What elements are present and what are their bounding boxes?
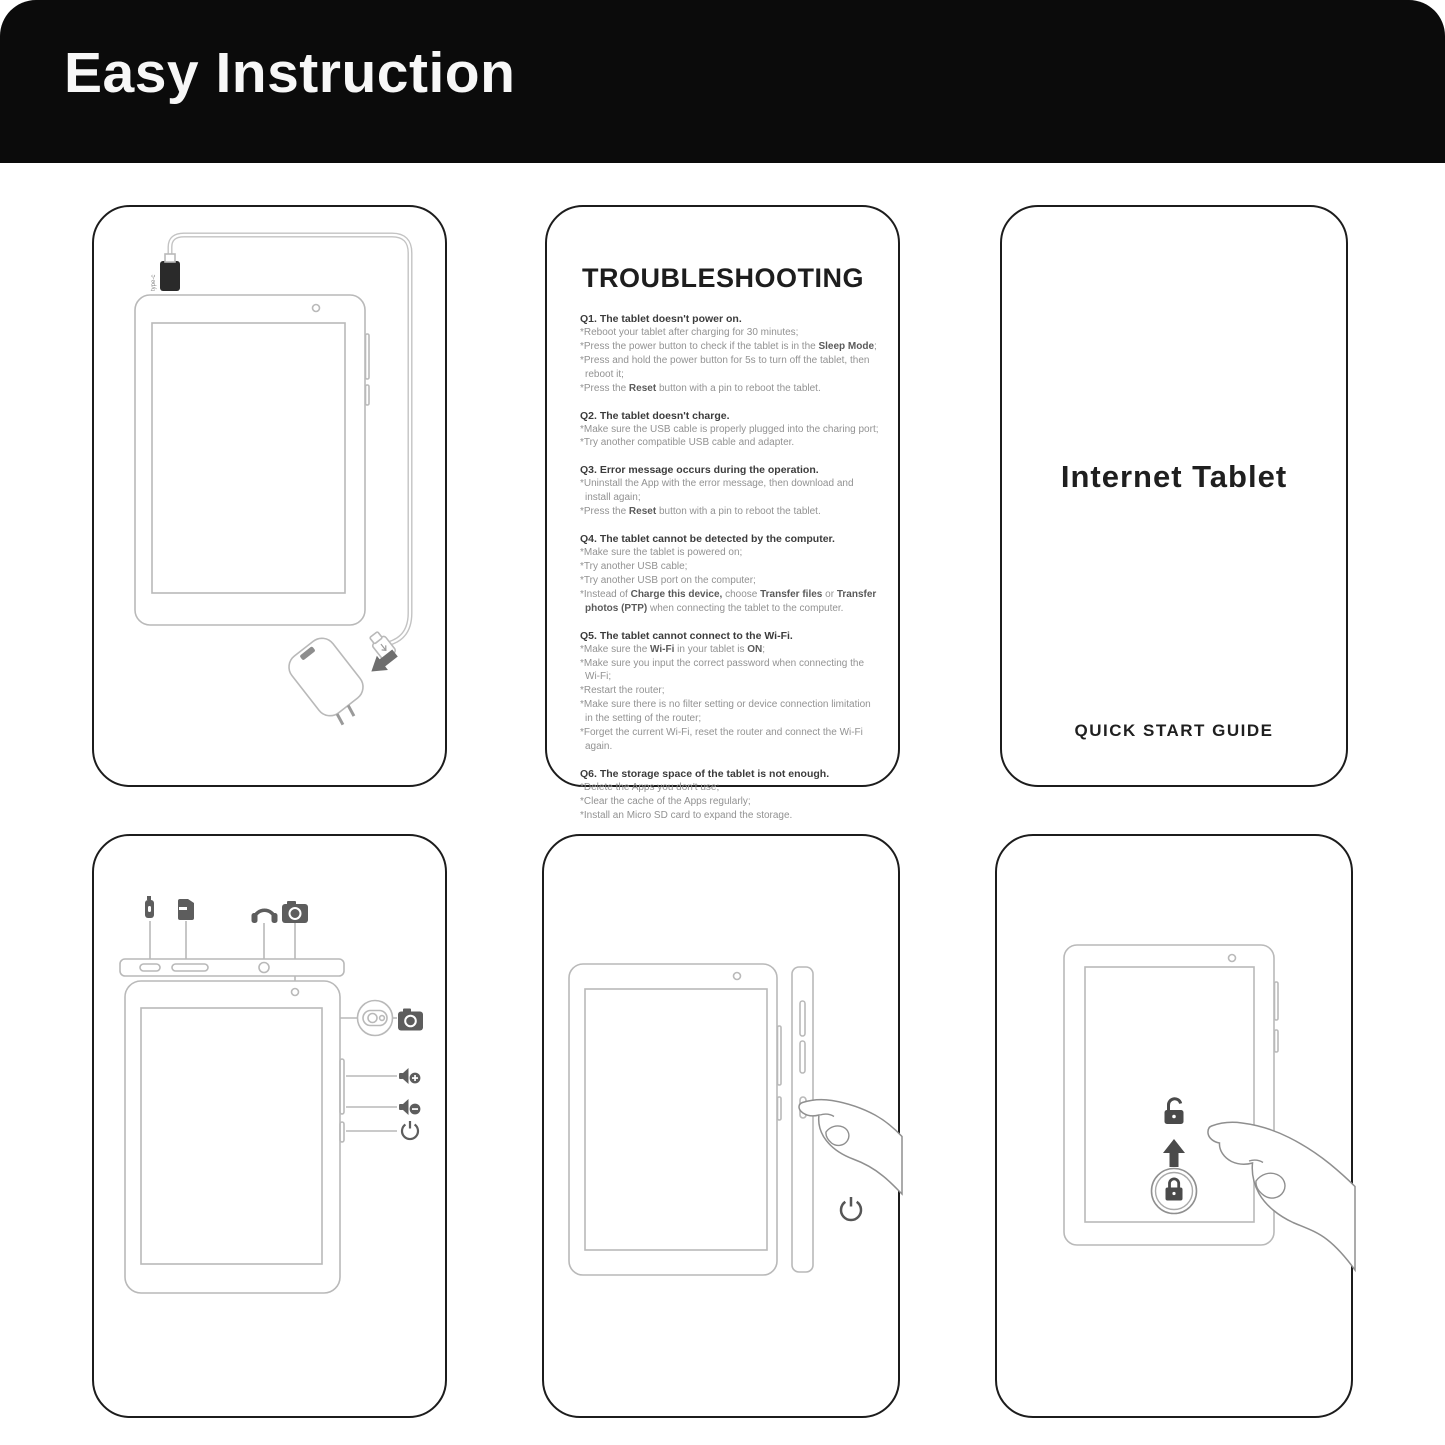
power-adapter (283, 633, 376, 731)
power-button (778, 1097, 782, 1120)
camera-icon-filled (398, 1009, 423, 1031)
answer-bullet: *Press the power button to check if the tablet is in the Sleep Mode; (580, 340, 877, 352)
answer-bullet: *Make sure the tablet is powered on; (580, 547, 743, 559)
question-heading: Q3. Error message occurs during the operation. (580, 464, 819, 477)
type-c-connector (160, 261, 180, 291)
pointing-hand (799, 1100, 902, 1194)
panel-unlock (995, 834, 1353, 1418)
volume-up-icon (399, 1068, 420, 1084)
panel-charging (92, 205, 447, 787)
question-heading: Q6. The storage space of the tablet is not enough. (580, 767, 830, 780)
volume-rocker (340, 1059, 344, 1114)
usb-port-icon (145, 896, 154, 918)
qa-section (580, 463, 880, 519)
answer-bullet: *Make sure the USB cable is properly plugged into the charing port; (580, 423, 879, 435)
answer-bullet: *Instead of Charge this device, choose Transfer files or Transfer photos (PTP) when connecting the tablet to the computer. (580, 588, 877, 614)
answer-bullet: *Try another USB cable; (580, 560, 688, 572)
answer-bullet: *Make sure there is no filter setting or device connection limitation in the setting of the router; (580, 699, 871, 725)
charging-diagram (94, 207, 449, 789)
troubleshooting-title: TROUBLESHOOTING (582, 263, 864, 293)
answer-bullet: *Delete the Apps you don't use; (580, 781, 720, 793)
volume-button (366, 334, 370, 379)
qa-section (580, 532, 880, 616)
header-bar (0, 0, 1445, 163)
tablet-top-edge (120, 959, 344, 976)
front-camera-magnifier (358, 1001, 393, 1036)
question-heading: Q2. The tablet doesn't charge. (580, 409, 730, 422)
power-button (340, 1122, 344, 1142)
power-icon (841, 1197, 861, 1220)
sd-card-icon (178, 899, 194, 920)
product-name: Internet Tablet (1060, 459, 1288, 494)
power-button (1275, 1030, 1279, 1052)
panel-cover (1000, 205, 1348, 787)
headphone-icon (252, 910, 278, 923)
answer-bullet: *Try another USB port on the computer; (580, 574, 756, 586)
answer-bullet: *Install an Micro SD card to expand the storage. (580, 809, 793, 821)
cover-subtitle: QUICK START GUIDE (1074, 721, 1274, 740)
answer-bullet: *Press the Reset button with a pin to reboot the tablet. (580, 506, 821, 518)
answer-bullet: *Press the Reset button with a pin to reboot the tablet. (580, 382, 821, 394)
question-heading: Q4. The tablet cannot be detected by the computer. (580, 533, 835, 546)
qa-section (580, 767, 880, 823)
answer-bullet: *Uninstall the App with the error message, then download and install again; (580, 478, 854, 504)
tablet-outline (135, 295, 365, 625)
unlock-diagram (997, 836, 1355, 1420)
power-icon (402, 1121, 418, 1139)
qa-section (580, 312, 880, 396)
answer-bullet: *Reboot your tablet after charging for 30 minutes; (580, 327, 799, 338)
troubleshooting-sections (580, 312, 880, 823)
connector-label: type-c (151, 274, 157, 291)
qa-section (580, 629, 880, 754)
panel-ports (92, 834, 447, 1418)
answer-bullet: *Clear the cache of the Apps regularly; (580, 795, 751, 807)
answer-bullet: *Try another compatible USB cable and adapter. (580, 437, 795, 449)
page-title: Easy Instruction (64, 41, 516, 105)
volume-down-icon (399, 1099, 420, 1115)
answer-bullet: *Restart the router; (580, 685, 665, 697)
tablet-side-view (792, 967, 813, 1272)
question-heading: Q1. The tablet doesn't power on. (580, 313, 742, 325)
qa-section (580, 409, 880, 451)
answer-bullet: *Make sure the Wi-Fi in your tablet is ON; (580, 643, 765, 655)
tablet-outline (569, 964, 777, 1275)
power-button (366, 385, 370, 405)
volume-button (1275, 982, 1279, 1020)
answer-bullet: *Press and hold the power button for 5s to turn off the tablet, then reboot it; (580, 354, 870, 380)
power-on-diagram (544, 836, 902, 1420)
answer-bullet: *Make sure you input the correct password when connecting the Wi-Fi; (580, 657, 865, 683)
panel-troubleshooting (545, 205, 900, 821)
answer-bullet: *Forget the current Wi-Fi, reset the router and connect the Wi-Fi again. (580, 727, 863, 752)
panel-power-on (542, 834, 900, 1418)
tablet-outline (125, 981, 340, 1293)
volume-button (778, 1026, 782, 1085)
question-heading: Q5. The tablet cannot connect to the Wi-Fi. (580, 629, 793, 642)
camera-icon (282, 901, 308, 923)
ports-diagram (94, 836, 449, 1420)
